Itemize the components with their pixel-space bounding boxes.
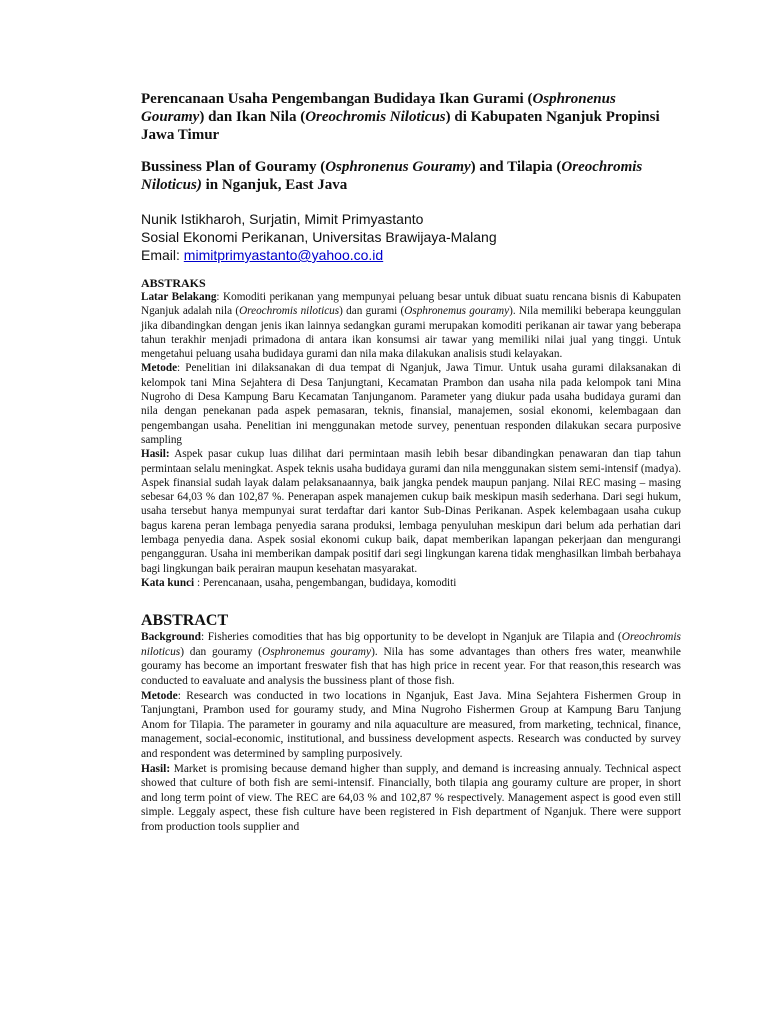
species-name: Oreochromis niloticus <box>141 631 681 658</box>
email-link[interactable]: mimitprimyastanto@yahoo.co.id <box>183 247 384 263</box>
latar-belakang-label: Latar Belakang <box>141 291 217 303</box>
author-affiliation: Sosial Ekonomi Perikanan, Universitas Brawijaya-Malang <box>141 229 497 245</box>
paper-title-indonesian <box>141 90 681 144</box>
email-label: Email: <box>141 247 184 263</box>
author-block <box>141 210 681 264</box>
abstraks-heading: ABSTRAKS <box>141 276 206 290</box>
abstract-result-paragraph <box>141 762 681 835</box>
kata-kunci-label: Kata kunci <box>141 576 195 589</box>
abstraks-keywords <box>141 576 681 590</box>
paragraph-text: : Research was conducted in two locations in Nganjuk, East Java. Mina Sejahtera Fishermen Group in Tanjungtani, Prambon used for gouramy study, and Mina Nugroho Fishermen Group at Kampung Baru Tanjung Anom for Tilapia. The parameter in gouramy and nila aquaculture are measured, from marketing, technical, finance, management, social-economic, institutional, and bussiness development aspects. Research was conducted by survey and respondent was determined by sampling purposively. <box>141 689 681 760</box>
title-text: in Nganjuk, East Java <box>201 177 348 193</box>
title-text: Bussiness Plan of Gouramy ( <box>141 159 326 175</box>
author-email-line <box>141 246 681 264</box>
abstraks-method-paragraph <box>141 361 681 447</box>
paragraph-text: Aspek pasar cukup luas dilihat dari permintaan masih lebih besar dibandingkan penawaran dan tiap tahun permintaan selalu meningkat. Aspek teknis usaha budidaya gurami dan nila menggunakan sistem semi-intensif (madya). Aspek finansial sudah layak dalam pelaksanaannya, baik jangka pendek maupun panjang. Nilai REC masing – masing sebesar 64,03 % dan 102,87 %. Penerapan aspek manajemen cukup baik meskipun masih sederhana. Dari segi hukum, usaha tersebut hanya mempunyai surat terdaftar dari kantor Sub-Dinas Perikanan. Aspek kelembagaan usaha cukup bagus karena peran lembaga penyedia sarana produksi, lembaga penyuluhan meskipun dari belum ada perhatian dari lembaga penyedia dana. Aspek sosial ekonomi cukup baik, dapat memberikan lapangan pekerjaan dan mengurangi pengangguran. Usaha ini memberikan dampak positif dari segi lingkungan karena tidak menghasilkan limbah berbahaya bagi lingkungan baik perairan maupun kesehatan masyarakat. <box>141 448 681 575</box>
species-name: Osphronenus Gouramy <box>325 159 471 175</box>
paper-page <box>141 90 681 835</box>
title-text: ) dan Ikan Nila ( <box>199 109 306 125</box>
hasil-label: Hasil: <box>141 762 171 775</box>
species-name: Osphronemus gouramy <box>404 305 510 318</box>
hasil-label: Hasil: <box>141 448 170 461</box>
title-text: ) di Kabupaten Nganjuk Propinsi Jawa Timur <box>141 109 660 143</box>
metode-label: Metode <box>141 689 178 702</box>
title-text: Perencanaan Usaha Pengembangan Budidaya Ikan Gurami ( <box>141 91 533 107</box>
metode-label: Metode <box>141 362 178 375</box>
paragraph-text: ) dan gurami ( <box>339 305 405 318</box>
paragraph-text: : Fisheries comodities that has big opportunity to be developt in Nganjuk are Tilapia and ( <box>200 631 622 644</box>
background-label: Background <box>141 631 201 644</box>
paragraph-text: ). Nila has some advantages than others fres water, meanwhile gouramy has become an important freswater fish that has high price in recent year. For that reason,this research was conducted to eavaluate and analysis the bussiness plant of those fish. <box>141 645 681 688</box>
abstract-heading: ABSTRACT <box>141 612 229 630</box>
paper-title-english <box>141 158 681 194</box>
abstraks-background-paragraph <box>141 290 681 361</box>
species-name: Osphronemus gouramy <box>261 645 372 658</box>
paragraph-text: : Komoditi perikanan yang mempunyai peluang besar untuk dibuat suatu rencana bisnis di Kabupaten Nganjuk adalah nila ( <box>141 291 681 318</box>
paragraph-text: ) dan gouramy ( <box>180 645 262 658</box>
species-name: Oreochromis Niloticus) <box>141 159 643 193</box>
abstract-method-paragraph <box>141 689 681 762</box>
paragraph-text: : Penelitian ini dilaksanakan di dua tempat di Nganjuk, Jawa Timur. Untuk usaha gurami dilaksanakan di kelompok tani Mina Sejahtera di Desa Tanjungtani, Kecamatan Prambon dan usaha nila pada kelompok tani Mina Nugroho di Desa Kampung Baru Kecamatan Tanjunganom. Parameter yang diukur pada usaha budidaya gurami dan nila dengan penekanan pada aspek pemasaran, teknis, finansial, manajemen, sosial ekonomi, kelembagaan dan pengembangan usaha. Penelitian ini menggunakan metode survey, penentuan responden dilakukan secara purposive sampling <box>141 362 681 446</box>
author-names: Nunik Istikharoh, Surjatin, Mimit Primyastanto <box>141 211 424 227</box>
section-spacer <box>141 590 681 612</box>
title-text: ) and Tilapia ( <box>470 159 562 175</box>
species-name: Oreochromis niloticus <box>239 305 340 318</box>
abstraks-result-paragraph <box>141 447 681 576</box>
abstract-background-paragraph <box>141 630 681 688</box>
species-name: Osphronenus Gouramy <box>141 91 616 125</box>
paragraph-text: ). Nila memiliki beberapa keunggulan jika dibandingkan dengan jenis ikan lainnya sedangkan gurami merupakan komoditi perikanan air tawar yang beberapa tahun terakhir menjadi primadona di antara ikan konsumsi air tawar yang memiliki nilai jual yang tinggi. Untuk mengetahui peluang usaha budidaya gurami dan nila maka dilakukan analisis studi kelayakan. <box>141 305 681 361</box>
keywords-text: : Perencanaan, usaha, pengembangan, budidaya, komoditi <box>194 576 457 589</box>
species-name: Oreochromis Niloticus <box>305 109 446 125</box>
paragraph-text: Market is promising because demand higher than supply, and demand is increasing annualy. Technical aspect showed that culture of both fish are semi-intensif. Financially, both tilapia ang gouramy culture are proper, in short and long term point of view. The REC are 64,03 % and 102,87 % respectively. Management aspect is good even still simple. Leggaly aspect, these fish culture have been registered in Fish department of Nganjuk. There were support from production tools supplier and <box>141 762 681 833</box>
